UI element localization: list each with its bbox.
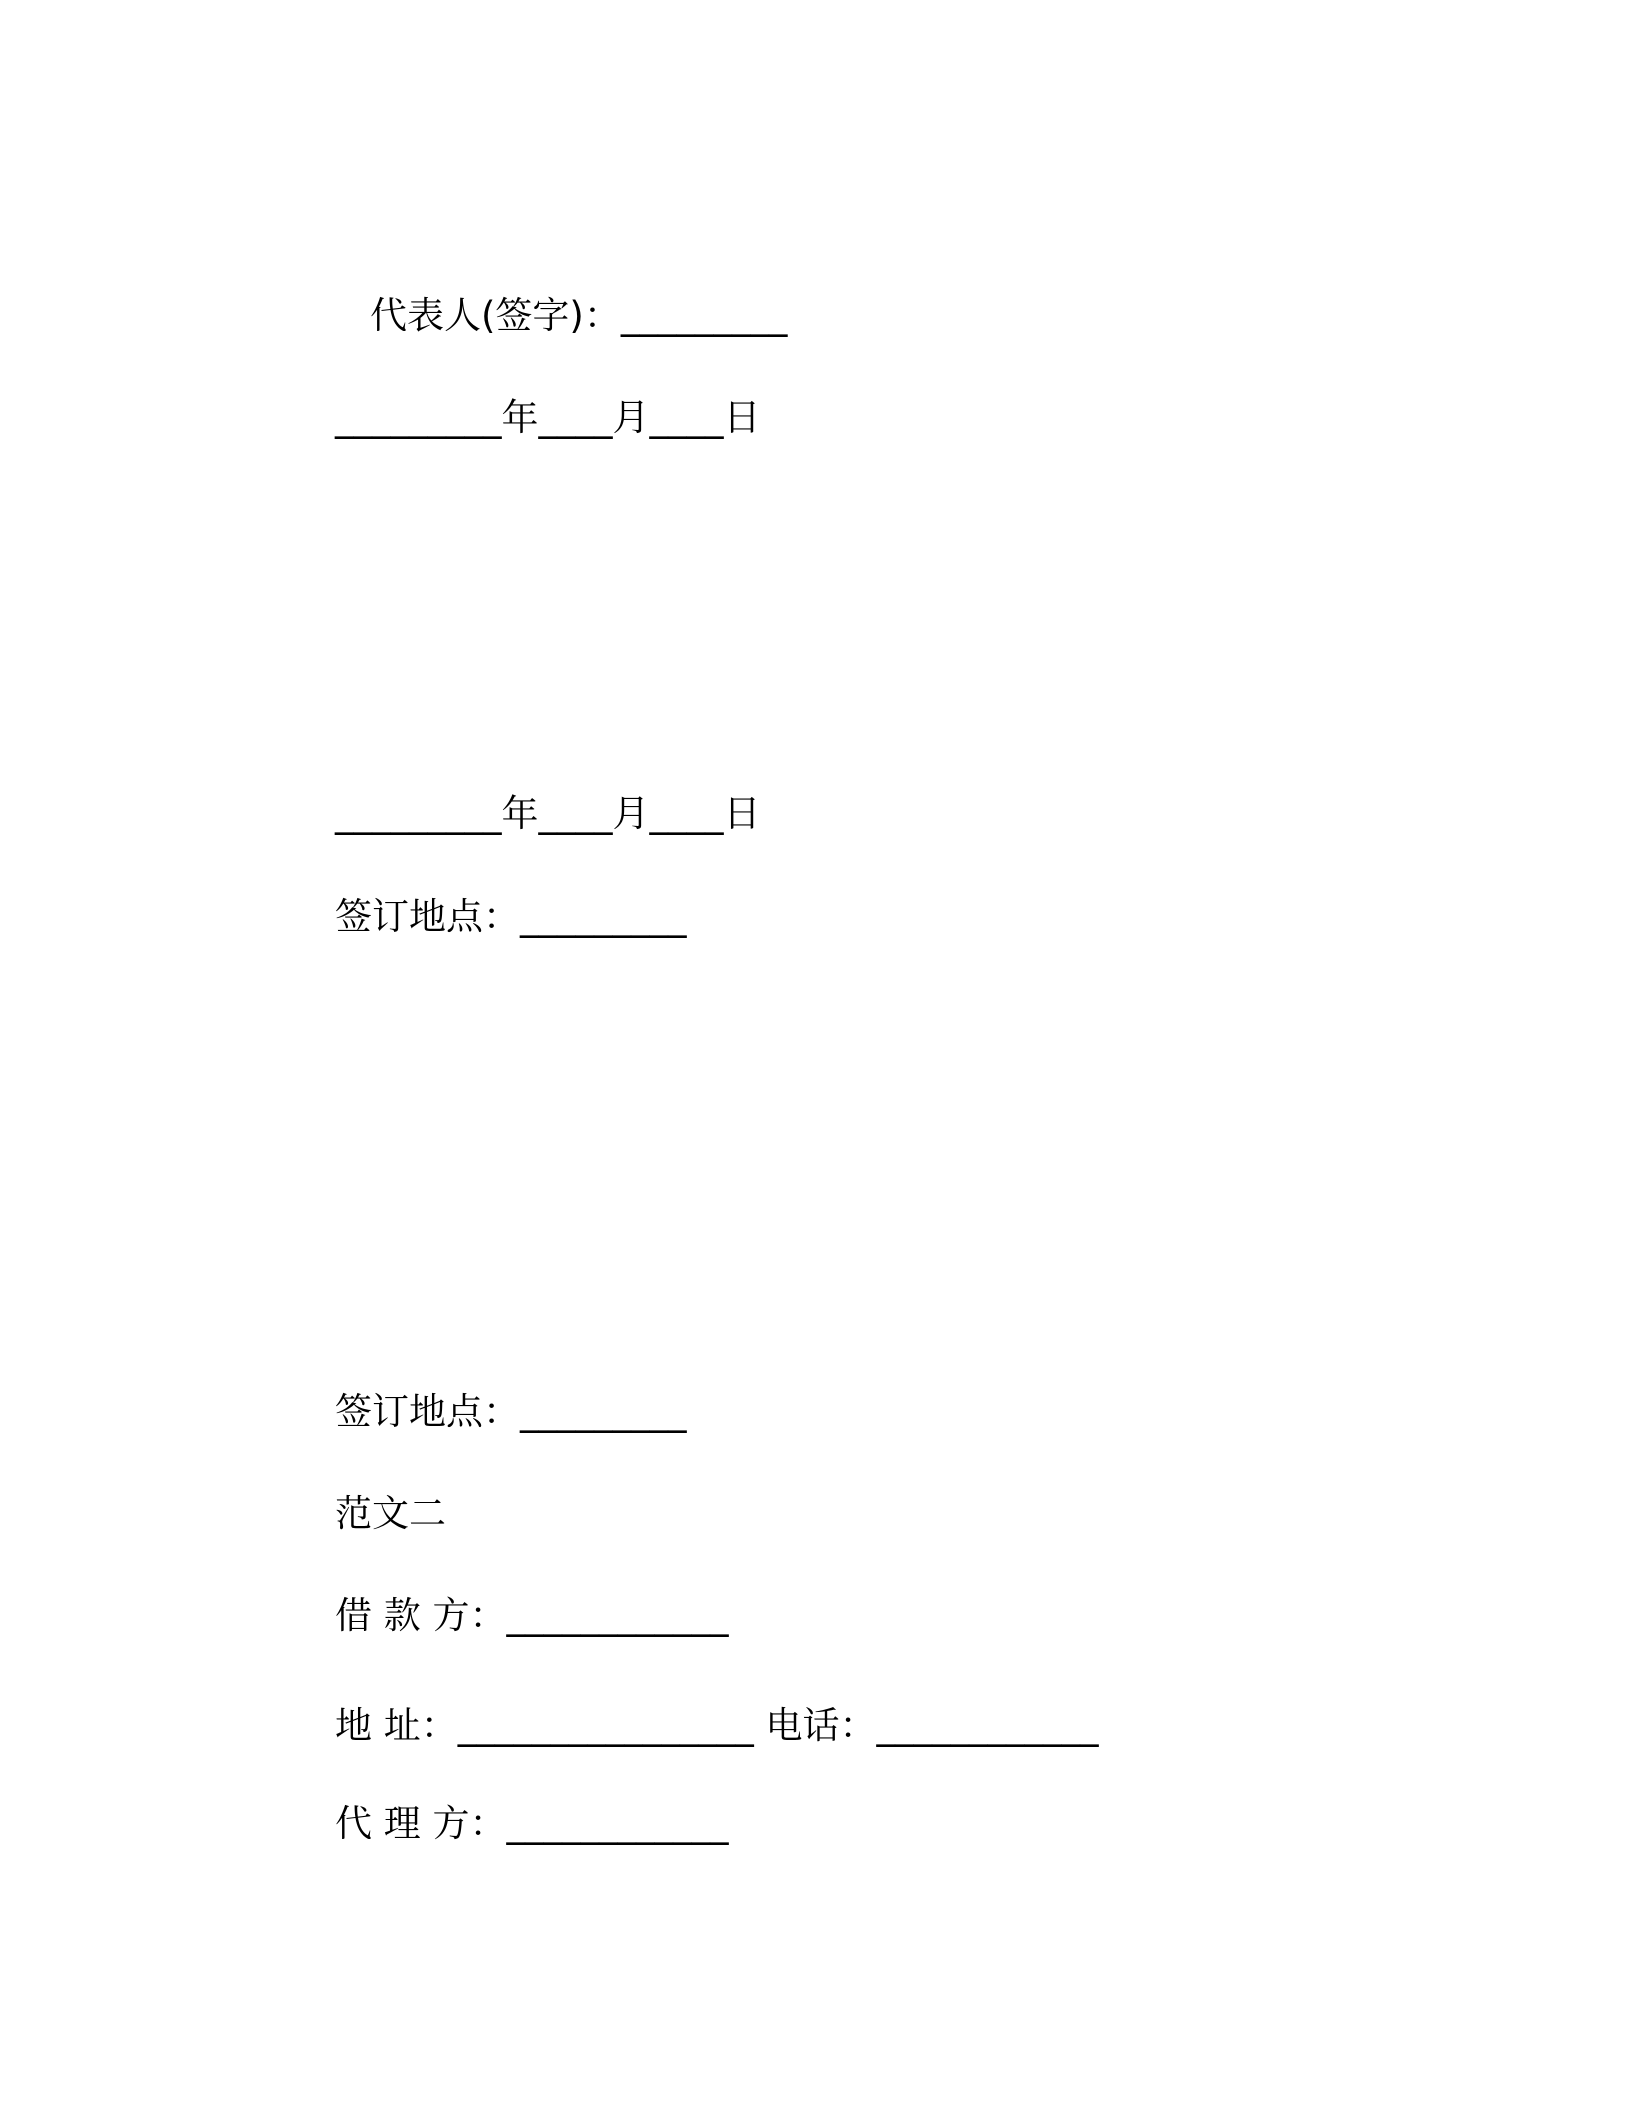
borrower-line: 借 款 方：____________	[335, 1594, 729, 1637]
date-line: _________年____月____日	[335, 396, 761, 439]
agent-line: 代 理 方：____________	[335, 1802, 729, 1845]
address-phone-line: 地 址：________________ 电话：____________	[335, 1704, 1099, 1747]
signing-location-line: 签订地点：_________	[335, 895, 687, 938]
representative-signature-line: 代表人(签字)：_________	[370, 294, 788, 337]
section-heading: 范文二	[335, 1492, 446, 1535]
signing-location-line: 签订地点：_________	[335, 1390, 687, 1433]
date-line: _________年____月____日	[335, 792, 761, 835]
